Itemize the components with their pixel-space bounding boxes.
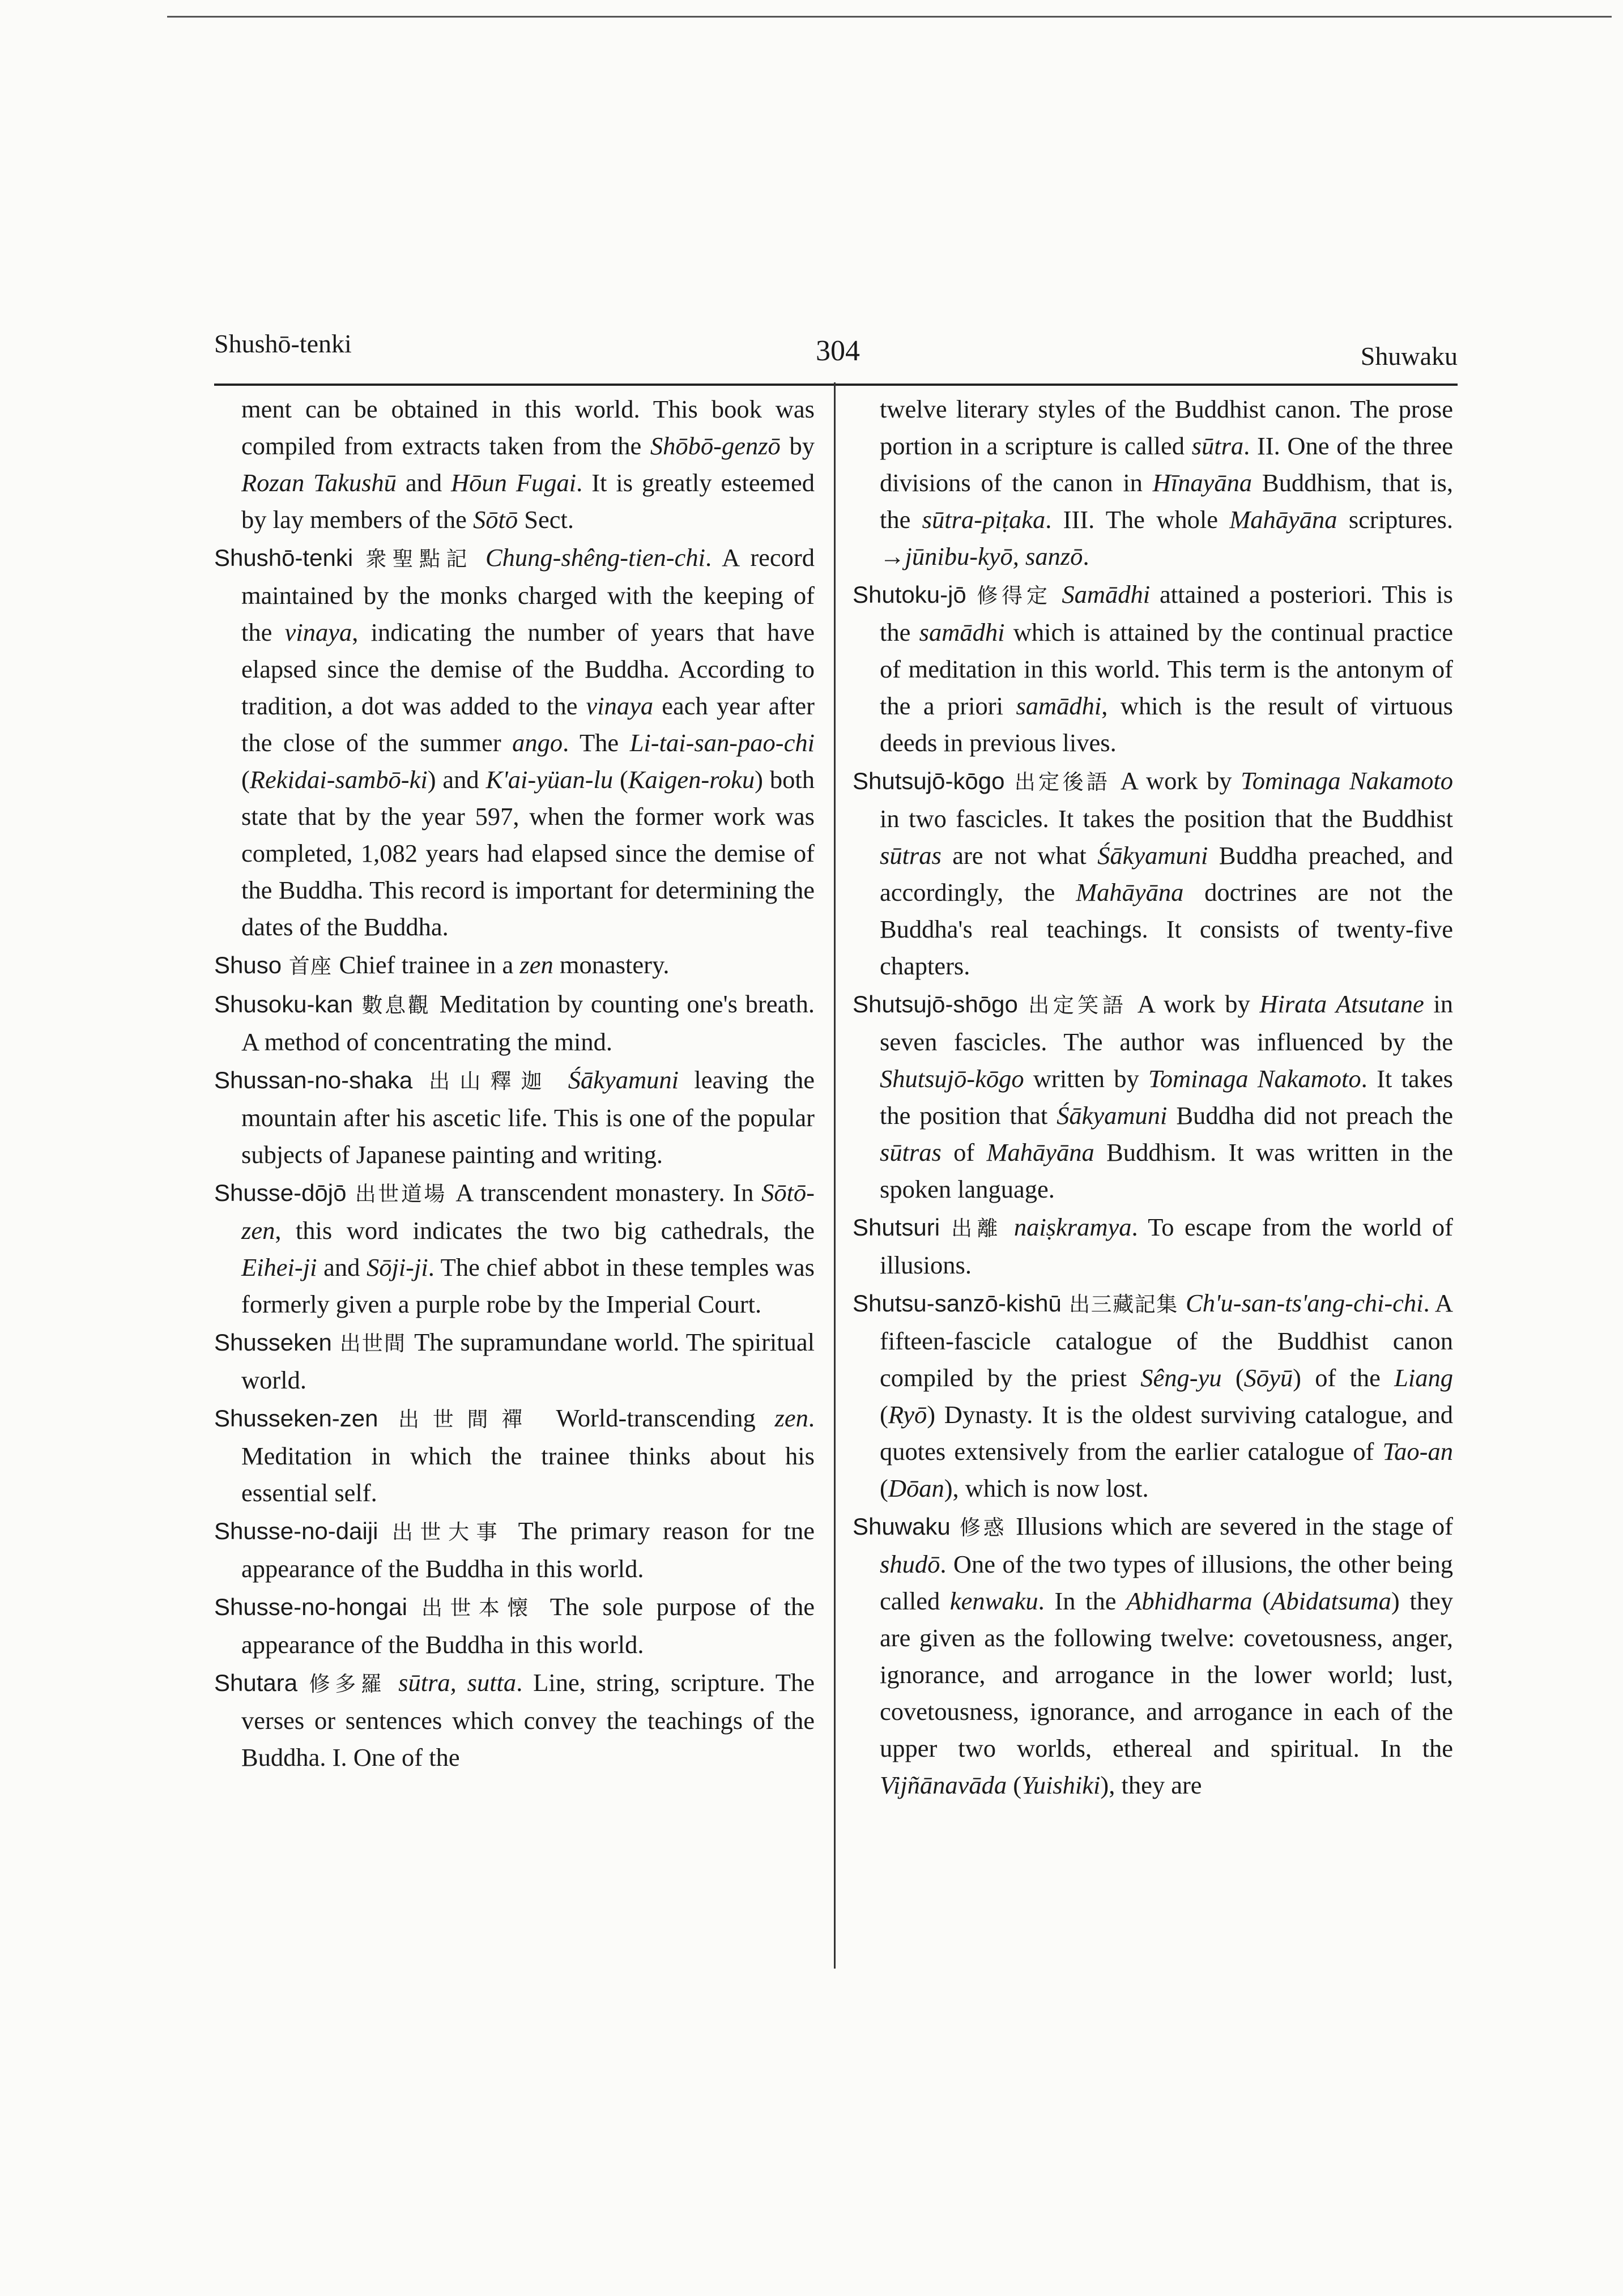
entry-headword: Shusse-no-hongai (214, 1594, 407, 1620)
header-left-guideword: Shushō-tenki (214, 329, 352, 358)
italic-term: Ryō (888, 1400, 927, 1429)
entry-text: attained a posteriori. This is the (880, 580, 1453, 646)
entry-text: ) they are given as the following twelve: covetousness, anger, ignorance, and arrogance in the lower world; lust, covetousness, ignorance, and arrogance in each of the upper two worlds, ethereal and spiritual. In the (880, 1587, 1453, 1762)
cjk-characters: 出離 (940, 1216, 1014, 1241)
entry-headword: Shutsuri (853, 1214, 940, 1241)
entry-text: in two fascicles. It takes the position that the Buddhist (880, 804, 1453, 833)
entry-headword: Shushō-tenki (214, 544, 353, 571)
cjk-characters: 修多羅 (297, 1672, 399, 1696)
italic-term: Tominaga Nakamoto (1148, 1064, 1361, 1093)
entry-text: ( (1252, 1587, 1271, 1615)
entry-headword: Shutsujō-shōgo (853, 991, 1018, 1017)
italic-term: zen (519, 951, 553, 979)
italic-term: Dōan (888, 1474, 944, 1502)
entry-continuation (214, 391, 815, 538)
entry-text: . It is greatly esteemed by lay members of the (241, 468, 815, 534)
cjk-characters: 出世間禪 (378, 1407, 556, 1432)
entry-text: ) of the (1293, 1364, 1395, 1392)
entry-text: A transcendent monastery. In (455, 1178, 762, 1207)
italic-term: Vijñānavāda (880, 1771, 1007, 1799)
italic-term: Yuishiki (1021, 1771, 1101, 1799)
page-header (214, 317, 1458, 380)
entry-text: Buddhism, that is, the (880, 468, 1454, 534)
entry-text: . One of the two types of illusions, the other being called (880, 1550, 1453, 1615)
cjk-characters: 出世道場 (346, 1182, 456, 1206)
entry-text: . II. One of the three divisions of the canon in (880, 432, 1453, 497)
cjk-characters: 衆聖點記 (353, 547, 485, 571)
cjk-characters: 出定笑語 (1017, 993, 1138, 1017)
dictionary-entry (214, 539, 815, 945)
italic-term: Hōun Fugai (451, 468, 577, 497)
cjk-characters: 出山釋迦 (412, 1069, 568, 1093)
entry-text: ( (880, 1400, 888, 1429)
italic-term: Sōji-ji (366, 1253, 428, 1281)
entry-text: World-transcending (556, 1404, 775, 1432)
dictionary-entry (853, 1209, 1453, 1284)
italic-term: K'ai-yüan-lu (485, 765, 614, 794)
entry-text: and (396, 468, 451, 497)
entry-text: which is attained by the continual practice of meditation in this world. This term is the antonym of the a priori (880, 618, 1453, 720)
italic-term: Li-tai-san-pao-chi (629, 729, 815, 757)
entry-text: The sole purpose of the appearance of the Buddha in this world. (241, 1592, 815, 1659)
entry-text: ( (1007, 1771, 1022, 1799)
entry-text: Illusions which are severed in the stage of (1016, 1512, 1453, 1540)
entry-text: Sect. (518, 505, 574, 534)
cjk-characters: 出三藏記集 (1061, 1292, 1186, 1317)
cjk-characters: 修得定 (966, 583, 1062, 608)
cjk-characters: 首座 (282, 954, 339, 978)
italic-term: Rekidai-sambō-ki (249, 765, 428, 794)
entry-text: ( (1221, 1364, 1244, 1392)
entry-text: Chief trainee in a (339, 951, 520, 979)
italic-term: zen (774, 1404, 808, 1432)
cjk-characters: 修惑 (950, 1515, 1016, 1540)
italic-term: Sōyū (1243, 1364, 1293, 1392)
entry-text: by (780, 432, 815, 460)
entry-headword: Shutsu-sanzō-kishū (853, 1290, 1062, 1317)
entry-text: ) both state that by the year 597, when the former work was completed, 1,082 years had elapsed since the demise of the Buddha. This record is important for determining the dates of the Buddha. (241, 765, 815, 941)
dictionary-entry (214, 1174, 815, 1323)
cjk-characters: 出世本懐 (407, 1596, 550, 1620)
italic-term: samādhi (919, 618, 1005, 646)
italic-term: ango (512, 729, 563, 757)
italic-term: Sōtō (473, 505, 518, 534)
entry-text: ( (880, 1474, 888, 1502)
italic-term: Tao-an (1382, 1437, 1453, 1466)
entry-headword: Shusseken-zen (214, 1405, 378, 1432)
italic-term: Hirata Atsutane (1259, 990, 1424, 1018)
header-right-guideword: Shuwaku (1360, 342, 1458, 370)
entry-text: and (317, 1253, 367, 1281)
italic-term: sūtra, sutta (398, 1668, 517, 1697)
entry-text: Buddha did not preach the (1167, 1101, 1453, 1130)
italic-term: Śākyamuni (568, 1066, 679, 1094)
italic-term: Tominaga Nakamoto (1241, 766, 1453, 795)
right-column (853, 391, 1453, 1805)
entry-text: . A fifteen-fascicle catalogue of the Buddhist canon compiled by the priest (880, 1289, 1453, 1392)
italic-term: vinaya (284, 618, 352, 646)
dictionary-entry (853, 576, 1453, 761)
entry-text: each year after the close of the summer (241, 692, 815, 757)
entry-text: The supramundane world. The spiritual world. (241, 1328, 815, 1394)
page-number: 304 (816, 335, 860, 367)
entry-text: . It takes the position that (880, 1064, 1453, 1130)
entry-text: ), which is now lost. (944, 1474, 1149, 1502)
entry-text: . To escape from the world of illusions. (880, 1213, 1453, 1279)
dictionary-entry (214, 1062, 815, 1173)
italic-term: Śākyamuni (1057, 1101, 1168, 1130)
entry-text: A work by (1137, 990, 1260, 1018)
italic-term: sūtra-piṭaka (922, 505, 1046, 534)
cjk-characters: 出定後語 (1004, 770, 1121, 794)
cjk-characters: 出世間 (331, 1331, 415, 1356)
entry-text: Meditation by counting one's breath. A method of concentrating the mind. (241, 990, 815, 1056)
italic-term: jūnibu-kyō, sanzō (905, 542, 1083, 570)
dictionary-entry (853, 986, 1453, 1208)
entry-text: ) Dynasty. It is the oldest surviving catalogue, and quotes extensively from the earlier catalogue of (880, 1400, 1453, 1466)
entry-text: ment can be obtained in this world. This book was compiled from extracts taken from the (241, 395, 815, 460)
italic-term: Mahāyāna (1229, 505, 1337, 534)
dictionary-entry (853, 1285, 1453, 1507)
italic-term: kenwaku (949, 1587, 1038, 1615)
scan-top-edge-line (167, 16, 1612, 18)
header-rule (214, 384, 1458, 386)
italic-term: Chung-shêng-tien-chi (485, 543, 705, 572)
italic-term: Mahāyāna (1076, 878, 1184, 906)
entry-headword: Shutoku-jō (853, 581, 966, 608)
cjk-characters: 數息觀 (353, 993, 440, 1017)
italic-term: sūtras (880, 841, 942, 870)
entry-continuation (853, 391, 1453, 575)
entry-text: ) and (427, 765, 486, 794)
italic-term: Samādhi (1062, 580, 1151, 608)
italic-term: Liang (1394, 1364, 1453, 1392)
entry-text: ), they are (1100, 1771, 1202, 1799)
entry-text: leaving the mountain after his ascetic life. This is one of the popular subjects of Japanese painting and writing. (241, 1066, 815, 1169)
dictionary-entry (214, 1400, 815, 1511)
italic-term: naiṣkramya (1013, 1213, 1132, 1241)
entry-headword: Shusse-dōjō (214, 1179, 347, 1206)
entry-headword: Shusseken (214, 1329, 332, 1356)
italic-term: Kaigen-roku (628, 765, 755, 794)
left-column (214, 391, 815, 1777)
entry-text: in seven fascicles. The author was influenced by the (880, 990, 1454, 1056)
dictionary-entry (853, 763, 1453, 985)
italic-term: sūtra (1191, 432, 1244, 460)
italic-term: Abhidharma (1126, 1587, 1253, 1615)
entry-text: are not what (941, 841, 1098, 870)
italic-term: Shōbō-genzō (650, 432, 781, 460)
entry-headword: Shusoku-kan (214, 991, 353, 1017)
entry-text: , this word indicates the two big cathedrals, the (275, 1216, 815, 1245)
dictionary-entry (214, 1588, 815, 1663)
entry-text: . The chief abbot in these temples was formerly given a purple robe by the Imperial Court. (241, 1253, 815, 1318)
entry-headword: Shuso (214, 952, 282, 978)
column-divider (834, 382, 836, 1969)
entry-text: . The (563, 729, 630, 757)
dictionary-entry (214, 1513, 815, 1587)
entry-text: scriptures. → (880, 505, 1453, 570)
dictionary-entry (214, 1664, 815, 1776)
entry-text: twelve literary styles of the Buddhist canon. The prose portion in a scripture is called (880, 395, 1453, 460)
italic-term: Sōtō-zen (241, 1178, 815, 1245)
entry-headword: Shussan-no-shaka (214, 1067, 413, 1093)
entry-text: Buddha preached, and accordingly, the (880, 841, 1454, 906)
dictionary-entry (853, 1508, 1453, 1804)
italic-term: Sêng-yu (1140, 1364, 1222, 1392)
entry-text: , indicating the number of years that have elapsed since the demise of the Buddha. According to tradition, a dot was added to the (241, 618, 815, 720)
italic-term: Hīnayāna (1152, 468, 1253, 497)
entry-text: ( (241, 765, 250, 794)
italic-term: Eihei-ji (241, 1253, 317, 1281)
italic-term: vinaya (586, 692, 654, 720)
entry-text: A work by (1120, 766, 1241, 795)
entry-text: The primary reason for tne appearance of the Buddha in this world. (241, 1517, 815, 1583)
italic-term: Śākyamuni (1097, 841, 1208, 870)
entry-text: . In the (1038, 1587, 1127, 1615)
italic-term: samādhi (1016, 692, 1102, 720)
dictionary-entry (214, 986, 815, 1060)
entry-text: monastery. (553, 951, 670, 979)
entry-text: doctrines are not the Buddha's real teachings. It consists of twenty-five chapters. (880, 878, 1453, 980)
entry-text: . Meditation in which the trainee thinks about his essential self. (241, 1404, 815, 1507)
entry-text: written by (1024, 1064, 1149, 1093)
italic-term: shudō (880, 1550, 940, 1578)
italic-term: Rozan Takushū (241, 468, 397, 497)
italic-term: sūtras (880, 1138, 942, 1166)
entry-text: . Line, string, scripture. The verses or sentences which convey the teachings of the Buddha. I. One of the (241, 1668, 815, 1771)
italic-term: Ch'u-san-ts'ang-chi-chi (1186, 1289, 1424, 1317)
entry-headword: Shuwaku (853, 1513, 951, 1540)
entry-headword: Shutara (214, 1669, 298, 1696)
entry-text: . (1083, 542, 1089, 570)
entry-headword: Shutsujō-kōgo (853, 768, 1005, 794)
italic-term: Mahāyāna (986, 1138, 1094, 1166)
entry-text: . A record maintained by the monks charged with the keeping of the (241, 543, 815, 646)
italic-term: Abidatsuma (1271, 1587, 1391, 1615)
entry-text: of (941, 1138, 987, 1166)
italic-term: Shutsujō-kōgo (880, 1064, 1024, 1093)
entry-text: . III. The whole (1045, 505, 1230, 534)
cjk-characters: 出世大事 (378, 1520, 518, 1544)
entry-text: Buddhism. It was written in the spoken language. (880, 1138, 1453, 1203)
entry-text: , which is the result of virtuous deeds in previous lives. (880, 692, 1453, 757)
entry-text: ( (613, 765, 628, 794)
entry-headword: Shusse-no-daiji (214, 1518, 378, 1544)
dictionary-entry (214, 1324, 815, 1399)
dictionary-entry (214, 947, 815, 985)
